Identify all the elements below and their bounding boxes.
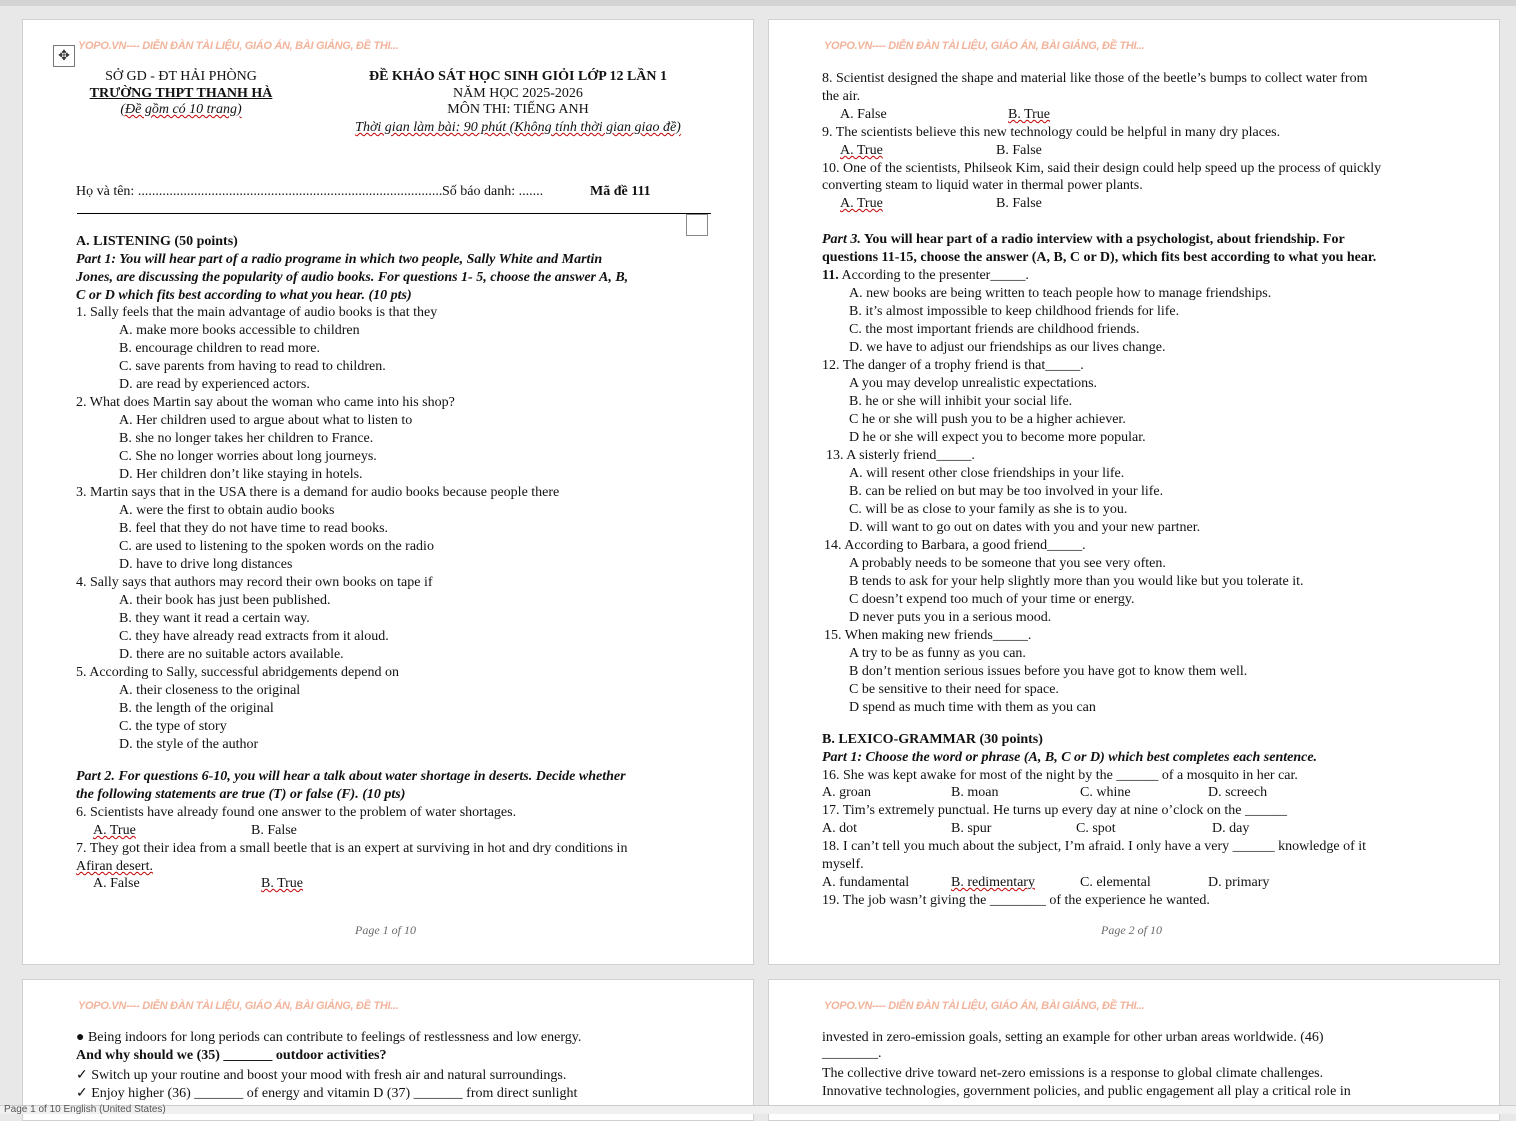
option: C. She no longer worries about long journeys.	[119, 449, 377, 464]
q17-option-d: D. day	[1212, 821, 1250, 836]
q7-place: Afiran desert.	[76, 859, 153, 874]
part1-line: Part 1: You will hear part of a radio programe in which two people, Sally White and Martin	[76, 252, 603, 267]
q18-option-b	[951, 874, 1035, 892]
option: A. will resent other close friendships in your life.	[849, 466, 1125, 481]
option: C. save parents from having to read to children.	[119, 359, 386, 374]
part3-title	[822, 231, 1345, 249]
question-7-line1: 7. They got their idea from a small beetle that is an expert at surviving in hot and dry conditions in	[76, 841, 628, 856]
option: B. the length of the original	[119, 701, 274, 716]
part3-line2: questions 11-15, choose the answer (A, B, C or D), which fits best according to what you hear.	[822, 250, 1377, 265]
q8-option-a: A. False	[840, 107, 887, 122]
q18-option-d: D. primary	[1208, 875, 1270, 890]
table-cell-marker[interactable]	[686, 214, 708, 236]
option: A. their closeness to the original	[119, 683, 301, 698]
q17-option-a: A. dot	[822, 821, 857, 836]
q17-option-b: B. spur	[951, 821, 992, 836]
part3-label: Part 3.	[822, 232, 861, 247]
q18-option-b-text: B. redimentary	[951, 875, 1035, 890]
question-8-line2: the air.	[822, 89, 861, 104]
question-text: According to the presenter_____.	[838, 268, 1029, 283]
document-page-2	[768, 19, 1500, 965]
option: A you may develop unrealistic expectations.	[849, 376, 1098, 391]
part3-text: You will hear part of a radio interview with a psychologist, about friendship. For	[863, 232, 1345, 247]
option: B. encourage children to read more.	[119, 341, 320, 356]
status-bar-text: Page 1 of 10 English (United States)	[4, 1104, 166, 1115]
exam-code: Mã đề 111	[590, 184, 651, 199]
option: A try to be as funny as you can.	[849, 646, 1026, 661]
option: B. they want it read a certain way.	[119, 611, 310, 626]
part1-line: C or D which fits best according to what you hear. (10 pts)	[76, 288, 412, 303]
divider	[77, 213, 711, 214]
option: A. were the first to obtain audio books	[119, 503, 335, 518]
question-17: 17. Tim’s extremely punctual. He turns up every day at nine o’clock on the ______	[822, 803, 1288, 818]
header-banner: YOPO.VN---- DIỄN ĐÀN TÀI LIỆU, GIÁO ÁN, BÀI GIẢNG, ĐỀ THI...	[78, 40, 399, 52]
page-count-note: (Đề gồm có 10 trang)	[120, 102, 242, 117]
header-banner: YOPO.VN---- DIỄN ĐÀN TÀI LIỆU, GIÁO ÁN, BÀI GIẢNG, ĐỀ THI...	[824, 1000, 1145, 1012]
question-10-line1: 10. One of the scientists, Philseok Kim, said their design could help speed up the process of quickly	[822, 161, 1382, 176]
question: 3. Martin says that in the USA there is a demand for audio books because people there	[76, 485, 560, 500]
question-6: 6. Scientists have already found one answer to the problem of water shortages.	[76, 805, 517, 820]
option: C doesn’t expend too much of your time or energy.	[849, 592, 1135, 607]
option: D. we have to adjust our friendships as our lives change.	[849, 340, 1166, 355]
header-banner: YOPO.VN---- DIỄN ĐÀN TÀI LIỆU, GIÁO ÁN, BÀI GIẢNG, ĐỀ THI...	[78, 1000, 399, 1012]
option: C. will be as close to your family as she is to you.	[849, 502, 1128, 517]
school-dept: SỞ GD - ĐT HẢI PHÒNG	[105, 69, 257, 84]
part1-line: Jones, are discussing the popularity of audio books. For questions 1- 5, choose the answer A, B,	[76, 270, 629, 285]
sbd-field: Số báo danh: .......	[442, 184, 544, 199]
option: A. their book has just been published.	[119, 593, 331, 608]
option: A. make more books accessible to children	[119, 323, 360, 338]
option: D he or she will expect you to become more popular.	[849, 430, 1146, 445]
q16-option-d: D. screech	[1208, 785, 1268, 800]
q10-option-b: B. False	[996, 196, 1042, 211]
option: C. the most important friends are childhood friends.	[849, 322, 1140, 337]
option: C. the type of story	[119, 719, 227, 734]
exam-time: Thời gian làm bài: 90 phút (Không tính thời gian giao đề)	[355, 120, 681, 135]
question-7-line2	[76, 858, 153, 876]
part2-instructions	[76, 768, 626, 804]
text-line: Innovative technologies, government policies, and public engagement all play a critical role in	[822, 1084, 1351, 1099]
question: 14. According to Barbara, a good friend_____.	[824, 538, 1086, 553]
option: A probably needs to be someone that you see very often.	[849, 556, 1166, 571]
name-field: Họ và tên: .......................................................................................	[76, 184, 443, 199]
q6-option-a	[93, 822, 136, 840]
question: 4. Sally says that authors may record their own books on tape if	[76, 575, 433, 590]
subject: MÔN THI: TIẾNG ANH	[447, 102, 589, 117]
text-line: ● Being indoors for long periods can contribute to feelings of restlessness and low energy.	[76, 1030, 582, 1045]
option: B. he or she will inhibit your social life.	[849, 394, 1073, 409]
option: D. are read by experienced actors.	[119, 377, 310, 392]
q7-option-a: A. False	[93, 876, 140, 891]
question: 1. Sally feels that the main advantage of audio books is that they	[76, 305, 438, 320]
q10-option-a	[840, 195, 883, 213]
document-page-1	[22, 19, 754, 965]
text-line: ________.	[822, 1046, 882, 1061]
q8-option-b	[1008, 106, 1050, 124]
part1-instructions	[76, 251, 628, 305]
option: D. the style of the author	[119, 737, 259, 752]
question-16: 16. She was kept awake for most of the night by the ______ of a mosquito in her car.	[822, 768, 1298, 783]
q16-option-b: B. moan	[951, 785, 999, 800]
question-10-line2: converting steam to liquid water in thermal power plants.	[822, 178, 1143, 193]
school-name: TRƯỜNG THPT THANH HÀ	[89, 86, 273, 101]
option: D. Her children don’t like staying in hotels.	[119, 467, 363, 482]
question-18-line1: 18. I can’t tell you much about the subject, I’m afraid. I only have a very ______ knowledge of it	[822, 839, 1367, 854]
question: 15. When making new friends_____.	[824, 628, 1032, 643]
question-19: 19. The job wasn’t giving the ________ of the experience he wanted.	[822, 893, 1210, 908]
q16-option-c: C. whine	[1080, 785, 1131, 800]
table-move-handle-icon[interactable]: ✥	[53, 45, 75, 67]
q7-option-b-text: B. True	[261, 876, 304, 891]
option: D. have to drive long distances	[119, 557, 293, 572]
option: D. will want to go out on dates with you and your new partner.	[849, 520, 1201, 535]
option: B. feel that they do not have time to read books.	[119, 521, 389, 536]
q10-option-a-text: A. True	[840, 196, 883, 211]
text-line: The collective drive toward net-zero emissions is a response to global climate challenges.	[822, 1066, 1324, 1081]
question	[822, 267, 1304, 285]
question: 13. A sisterly friend_____.	[826, 448, 975, 463]
section-b-title: B. LEXICO-GRAMMAR (30 points)	[822, 732, 1043, 747]
option: D. there are no suitable actors available.	[119, 647, 344, 662]
question-8-line1: 8. Scientist designed the shape and material like those of the beetle’s bumps to collect water from	[822, 71, 1368, 86]
q9-option-a-text: A. True	[840, 143, 883, 158]
text-line: invested in zero-emission goals, setting an example for other urban areas worldwide. (46)	[822, 1030, 1324, 1045]
q7-option-b	[261, 875, 303, 893]
q18-option-a: A. fundamental	[822, 875, 910, 890]
option: B tends to ask for your help slightly more than you would like but you tolerate it.	[849, 574, 1304, 589]
option: B. it’s almost impossible to keep childhood friends for life.	[849, 304, 1180, 319]
option: D spend as much time with them as you can	[849, 700, 1096, 715]
header-banner: YOPO.VN---- DIỄN ĐÀN TÀI LIỆU, GIÁO ÁN, BÀI GIẢNG, ĐỀ THI...	[824, 40, 1145, 52]
q9-option-a	[840, 142, 883, 160]
exam-title: ĐỀ KHẢO SÁT HỌC SINH GIỎI LỚP 12 LẦN 1	[368, 69, 668, 84]
school-year: NĂM HỌC 2025-2026	[453, 86, 583, 101]
question-18-line2: myself.	[822, 857, 864, 872]
part2-line: Part 2. For questions 6-10, you will hear a talk about water shortage in deserts. Decide whether	[76, 769, 626, 784]
option: D never puts you in a serious mood.	[849, 610, 1052, 625]
questions-1-5	[76, 304, 559, 754]
text-line: ✓ Switch up your routine and boost your mood with fresh air and natural surroundings.	[76, 1068, 567, 1083]
question-number: 11.	[822, 268, 839, 283]
page-footer: Page 2 of 10	[1101, 923, 1162, 937]
part1b-instructions: Part 1: Choose the word or phrase (A, B, C or D) which best completes each sentence.	[822, 750, 1318, 765]
part2-line: the following statements are true (T) or false (F). (10 pts)	[76, 787, 406, 802]
questions-11-15	[822, 267, 1304, 717]
section-a-title: A. LISTENING (50 points)	[76, 234, 238, 249]
option: C he or she will push you to be a higher achiever.	[849, 412, 1126, 427]
option: C. they have already read extracts from it aloud.	[119, 629, 389, 644]
question-9: 9. The scientists believe this new technology could be helpful in many dry places.	[822, 125, 1281, 140]
option: A. new books are being written to teach people how to manage friendships.	[849, 286, 1272, 301]
option: A. Her children used to argue about what to listen to	[119, 413, 413, 428]
q9-option-b: B. False	[996, 143, 1042, 158]
question: 5. According to Sally, successful abridgements depend on	[76, 665, 399, 680]
option: B. can be relied on but may be too involved in your life.	[849, 484, 1164, 499]
option: C be sensitive to their need for space.	[849, 682, 1059, 697]
document-page-3	[22, 979, 754, 1121]
q16-option-a: A. groan	[822, 785, 871, 800]
q18-option-c: C. elemental	[1080, 875, 1151, 890]
q8-option-b-text: B. True	[1008, 107, 1051, 122]
option: C. are used to listening to the spoken words on the radio	[119, 539, 434, 554]
option: B don’t mention serious issues before you have got to know them well.	[849, 664, 1248, 679]
document-page-4	[768, 979, 1500, 1121]
option: B. she no longer takes her children to France.	[119, 431, 374, 446]
q6-option-b: B. False	[251, 823, 297, 838]
question: 12. The danger of a trophy friend is that_____.	[822, 358, 1084, 373]
text-line: And why should we (35) _______ outdoor activities?	[76, 1048, 387, 1063]
question: 2. What does Martin say about the woman who came into his shop?	[76, 395, 455, 410]
toolbar-strip	[0, 0, 1516, 6]
text-line: ✓ Enjoy higher (36) _______ of energy and vitamin D (37) _______ from direct sunlight	[76, 1086, 578, 1101]
q17-option-c: C. spot	[1076, 821, 1116, 836]
page-footer: Page 1 of 10	[355, 923, 416, 937]
q6-option-a-text: A. True	[93, 823, 136, 838]
